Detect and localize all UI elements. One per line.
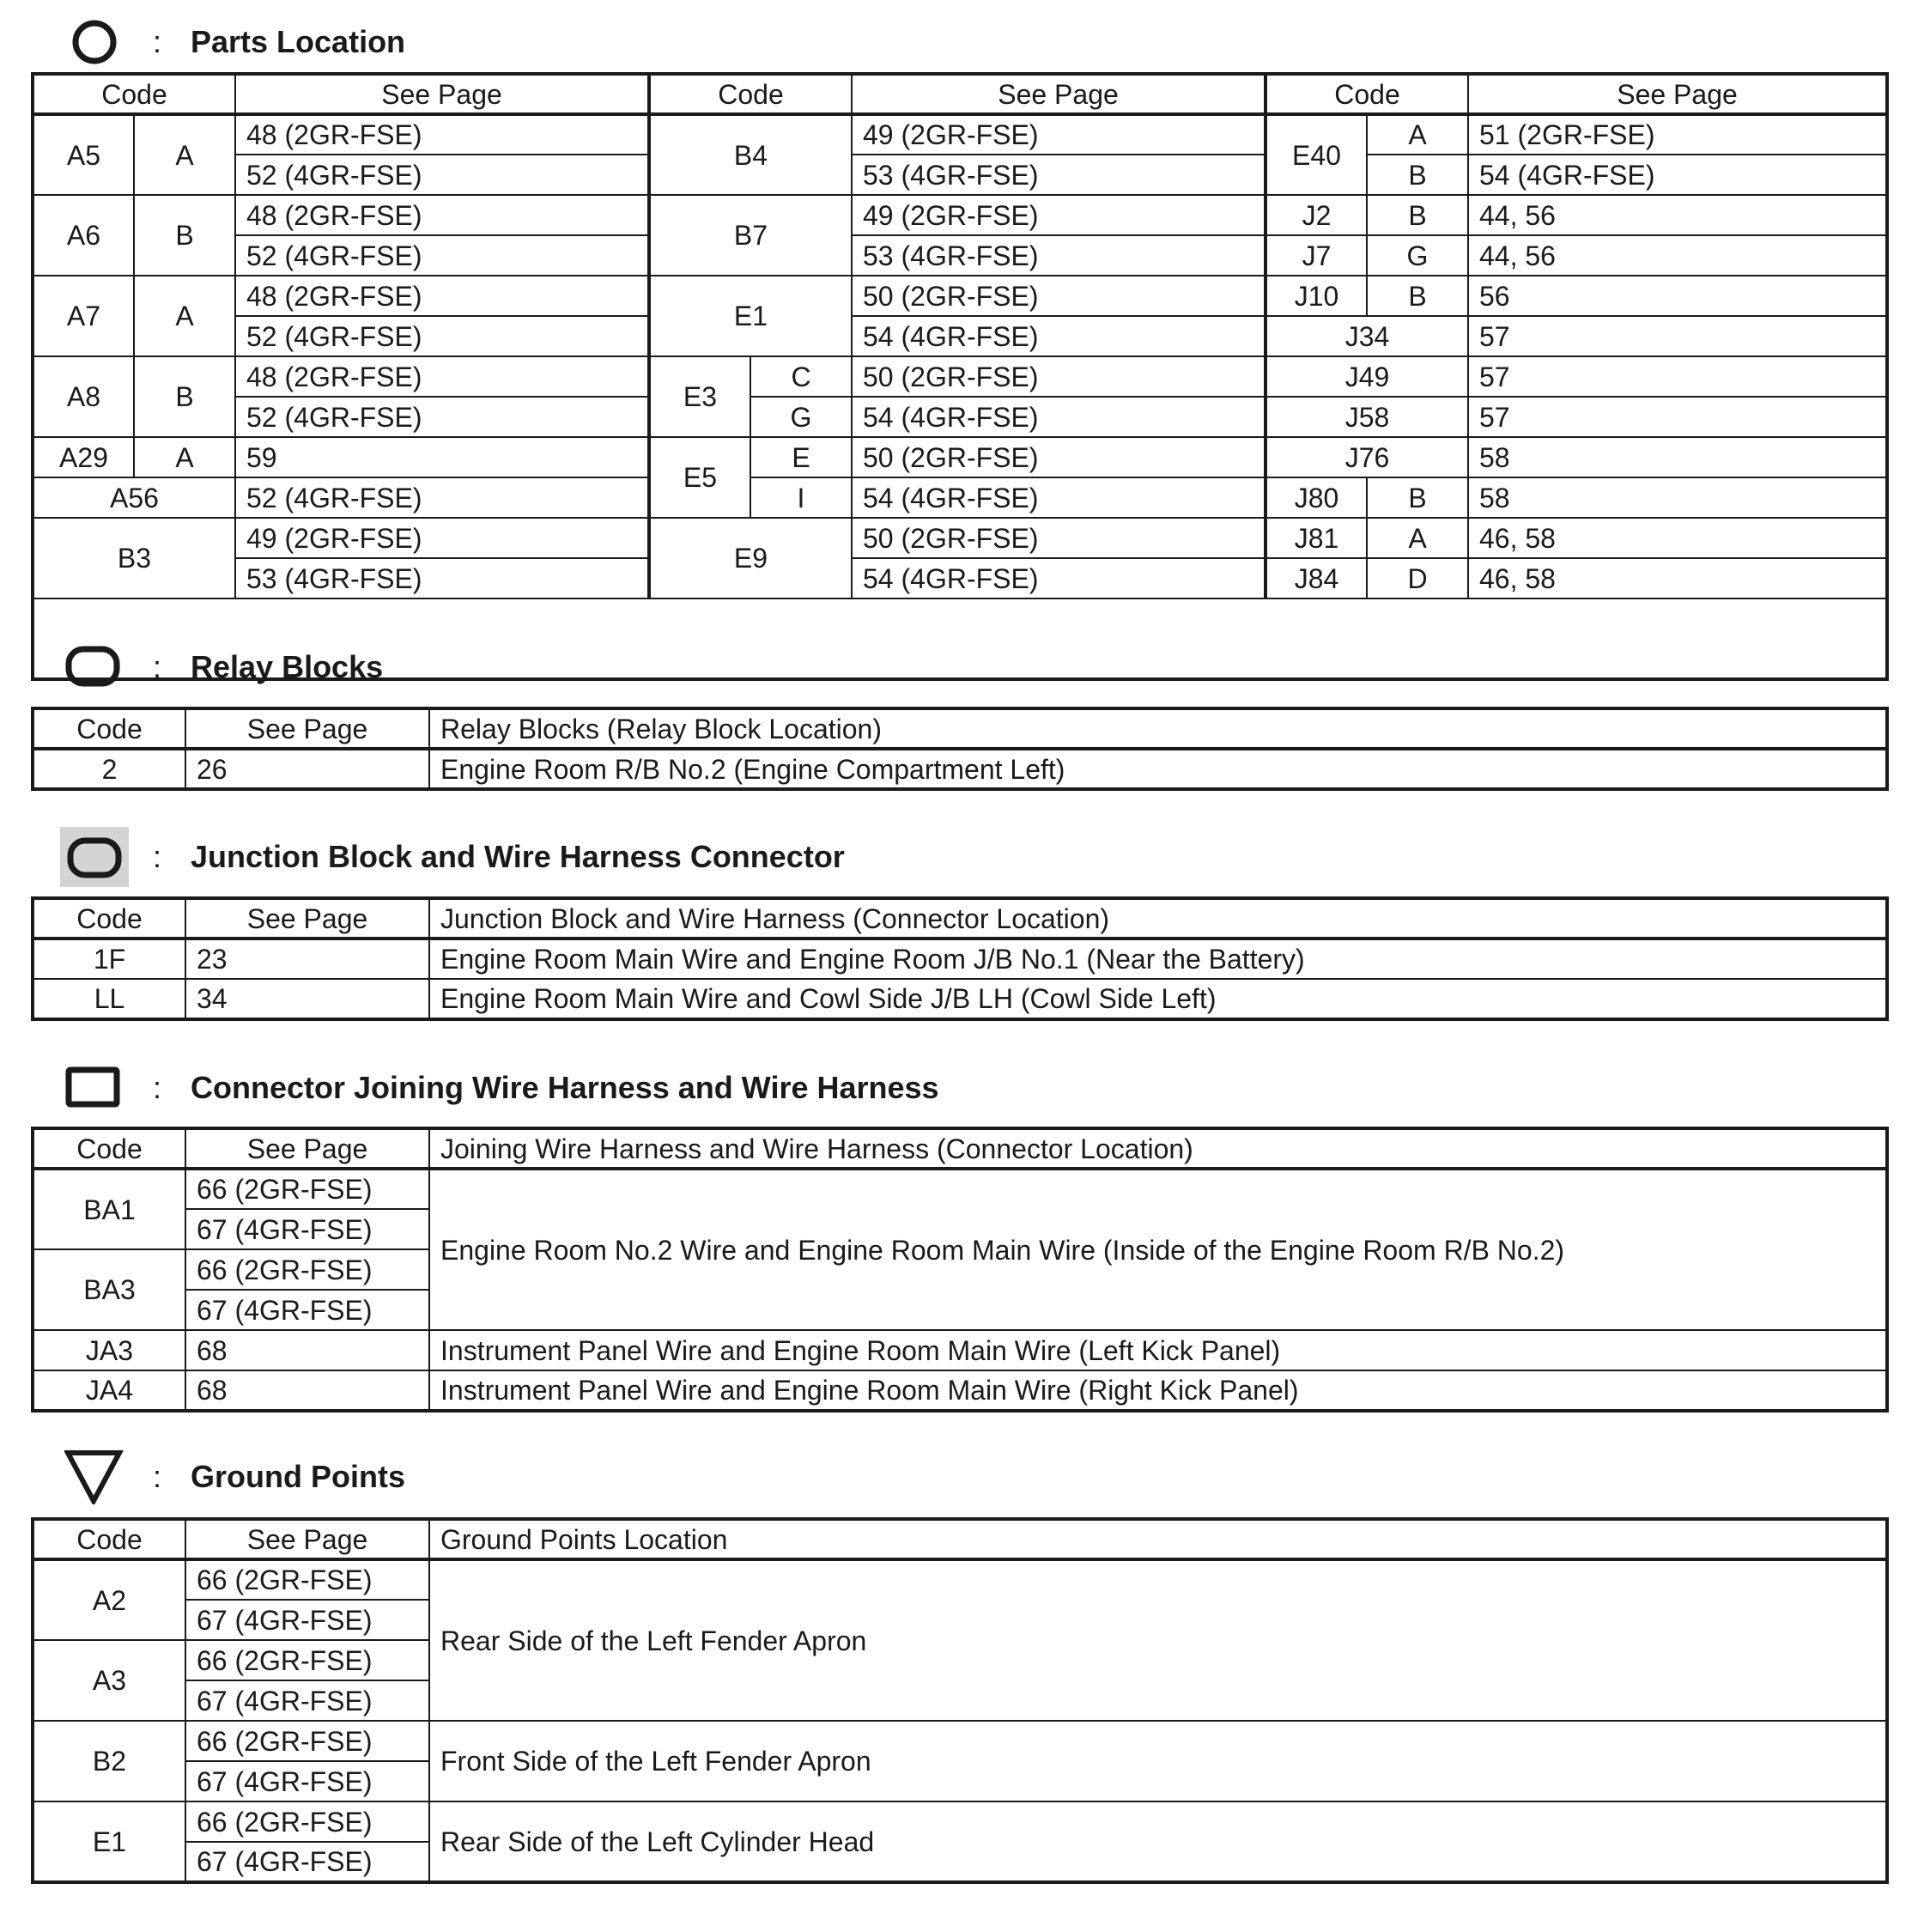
table-row <box>33 276 1887 316</box>
part-page: 52 (4GR-FSE) <box>235 477 649 518</box>
parts-location-table <box>31 72 1889 681</box>
part-sub-code: D <box>1367 558 1468 598</box>
location-cell: Instrument Panel Wire and Engine Room Main Wire (Left Kick Panel) <box>429 1330 1887 1370</box>
relay-blocks-table <box>31 707 1889 791</box>
part-page: 44, 56 <box>1468 195 1887 235</box>
part-page: 54 (4GR-FSE) <box>852 477 1266 518</box>
part-sub-code: I <box>750 477 852 518</box>
part-page: 52 (4GR-FSE) <box>235 235 649 276</box>
location-cell: Front Side of the Left Fender Apron <box>429 1721 1887 1801</box>
section-colon: : <box>153 649 162 684</box>
part-page: 54 (4GR-FSE) <box>1468 155 1887 195</box>
header-code: Code <box>649 74 852 114</box>
code-cell: B2 <box>33 1721 185 1801</box>
section-colon: : <box>153 1070 162 1105</box>
header-row <box>33 898 1887 939</box>
part-code: A29 <box>33 437 134 477</box>
header-code: Code <box>33 708 185 749</box>
page-cell: 67 (4GR-FSE) <box>185 1680 429 1721</box>
table-row <box>33 518 1887 558</box>
header-code: Code <box>33 898 185 939</box>
header-code: Code <box>33 1519 185 1559</box>
code-cell: JA4 <box>33 1370 185 1411</box>
part-code: J10 <box>1266 276 1367 316</box>
table-row <box>33 195 1887 235</box>
part-sub-code: C <box>750 356 852 397</box>
part-page: 48 (2GR-FSE) <box>235 356 649 397</box>
part-page: 59 <box>235 437 649 477</box>
header-see-page: See Page <box>1468 74 1887 114</box>
table-row <box>33 598 1887 639</box>
section-parts-location <box>60 12 405 72</box>
code-cell: BA1 <box>33 1169 185 1249</box>
part-code: B7 <box>649 195 852 276</box>
part-code: E5 <box>649 437 750 518</box>
part-sub-code: B <box>1367 155 1468 195</box>
part-page: 46, 58 <box>1468 558 1887 598</box>
part-page: 56 <box>1468 276 1887 316</box>
part-page: 57 <box>1468 397 1887 437</box>
table-row <box>33 235 1887 276</box>
part-page: 54 (4GR-FSE) <box>852 397 1266 437</box>
header-see-page: See Page <box>852 74 1266 114</box>
part-code: J81 <box>1266 518 1367 558</box>
page-cell: 67 (4GR-FSE) <box>185 1209 429 1249</box>
code-cell: LL <box>33 979 185 1019</box>
header-see-page: See Page <box>185 1519 429 1559</box>
part-code: B4 <box>649 114 852 195</box>
location-cell: Engine Room No.2 Wire and Engine Room Main Wire (Inside of the Engine Room R/B No.2) <box>429 1169 1887 1330</box>
part-page: 57 <box>1468 316 1887 356</box>
table-row <box>33 356 1887 397</box>
header-code: Code <box>33 74 235 114</box>
part-page: 52 (4GR-FSE) <box>235 155 649 195</box>
section-colon: : <box>153 24 162 59</box>
part-page: 46, 58 <box>1468 518 1887 558</box>
part-code: A56 <box>33 477 235 518</box>
ground-points-table <box>31 1517 1889 1884</box>
part-page: 44, 56 <box>1468 235 1887 276</box>
table-row <box>33 316 1887 356</box>
part-page: 50 (2GR-FSE) <box>852 518 1266 558</box>
part-page: 48 (2GR-FSE) <box>235 195 649 235</box>
part-page: 50 (2GR-FSE) <box>852 356 1266 397</box>
part-code: J2 <box>1266 195 1367 235</box>
page-cell: 34 <box>185 979 429 1019</box>
table-row <box>33 979 1887 1019</box>
header-location: Joining Wire Harness and Wire Harness (Connector Location) <box>429 1128 1887 1169</box>
section-connector-joining <box>60 1058 939 1118</box>
part-page: 51 (2GR-FSE) <box>1468 114 1887 155</box>
code-cell: BA3 <box>33 1249 185 1330</box>
square-icon <box>60 1058 129 1118</box>
part-page: 53 (4GR-FSE) <box>852 235 1266 276</box>
part-sub-code: B <box>1367 477 1468 518</box>
part-page: 58 <box>1468 477 1887 518</box>
location-cell: Engine Room R/B No.2 (Engine Compartment Left) <box>429 749 1887 789</box>
part-code: J7 <box>1266 235 1367 276</box>
code-cell: A2 <box>33 1559 185 1640</box>
rounded-rect-icon <box>60 637 129 697</box>
location-cell: Rear Side of the Left Cylinder Head <box>429 1801 1887 1882</box>
header-row <box>33 74 1887 114</box>
table-row <box>33 1330 1887 1370</box>
page-cell: 66 (2GR-FSE) <box>185 1249 429 1290</box>
code-cell: A3 <box>33 1640 185 1721</box>
table-row <box>33 558 1887 598</box>
part-sub-code: A <box>1367 518 1468 558</box>
part-sub-code: A <box>1367 114 1468 155</box>
section-title: Relay Blocks <box>191 649 384 684</box>
part-page: 54 (4GR-FSE) <box>852 316 1266 356</box>
page-cell: 67 (4GR-FSE) <box>185 1290 429 1330</box>
part-code: A6 <box>33 195 134 276</box>
part-code: E1 <box>649 276 852 356</box>
part-code: J84 <box>1266 558 1367 598</box>
page-cell: 67 (4GR-FSE) <box>185 1842 429 1882</box>
part-sub-code: A <box>134 114 235 195</box>
part-page: 50 (2GR-FSE) <box>852 437 1266 477</box>
header-see-page: See Page <box>185 898 429 939</box>
section-relay-blocks <box>60 637 383 697</box>
table-row <box>33 477 1887 518</box>
part-sub-code: E <box>750 437 852 477</box>
part-code: J34 <box>1266 316 1468 356</box>
part-page: 48 (2GR-FSE) <box>235 114 649 155</box>
table-row <box>33 155 1887 195</box>
part-code: J58 <box>1266 397 1468 437</box>
page-cell: 23 <box>185 939 429 979</box>
table-row <box>33 397 1887 437</box>
page-cell: 67 (4GR-FSE) <box>185 1600 429 1640</box>
table-row <box>33 749 1887 789</box>
code-cell: E1 <box>33 1801 185 1882</box>
part-page: 50 (2GR-FSE) <box>852 276 1266 316</box>
part-sub-code: A <box>134 276 235 356</box>
part-code: A8 <box>33 356 134 437</box>
header-row <box>33 1128 1887 1169</box>
part-code: J76 <box>1266 437 1468 477</box>
part-page: 49 (2GR-FSE) <box>235 518 649 558</box>
location-cell: Rear Side of the Left Fender Apron <box>429 1559 1887 1721</box>
header-location: Relay Blocks (Relay Block Location) <box>429 708 1887 749</box>
page-cell: 26 <box>185 749 429 789</box>
part-code: E9 <box>649 518 852 598</box>
part-page: 54 (4GR-FSE) <box>852 558 1266 598</box>
table-row <box>33 1169 1887 1209</box>
page-cell: 66 (2GR-FSE) <box>185 1721 429 1761</box>
header-row <box>33 708 1887 749</box>
part-sub-code: G <box>1367 235 1468 276</box>
section-ground-points <box>60 1447 405 1507</box>
part-page: 52 (4GR-FSE) <box>235 397 649 437</box>
header-code: Code <box>33 1128 185 1169</box>
section-colon: : <box>153 1459 162 1494</box>
location-cell: Engine Room Main Wire and Engine Room J/B No.1 (Near the Battery) <box>429 939 1887 979</box>
part-sub-code: B <box>134 195 235 276</box>
header-see-page: See Page <box>185 708 429 749</box>
code-cell: 1F <box>33 939 185 979</box>
part-page: 49 (2GR-FSE) <box>852 195 1266 235</box>
part-page: 53 (4GR-FSE) <box>852 155 1266 195</box>
part-page: 49 (2GR-FSE) <box>852 114 1266 155</box>
table-row <box>33 437 1887 477</box>
part-page: 53 (4GR-FSE) <box>235 558 649 598</box>
part-sub-code: B <box>1367 195 1468 235</box>
part-page: 48 (2GR-FSE) <box>235 276 649 316</box>
table-row <box>33 114 1887 155</box>
section-junction-block <box>60 827 845 887</box>
header-code: Code <box>1266 74 1468 114</box>
part-page: 57 <box>1468 356 1887 397</box>
table-row <box>33 1721 1887 1761</box>
part-code: A5 <box>33 114 134 195</box>
part-code: E40 <box>1266 114 1367 195</box>
part-code: A7 <box>33 276 134 356</box>
table-row <box>33 1370 1887 1411</box>
connector-joining-table <box>31 1127 1889 1413</box>
location-cell: Engine Room Main Wire and Cowl Side J/B LH (Cowl Side Left) <box>429 979 1887 1019</box>
section-title: Parts Location <box>191 24 406 59</box>
page-cell: 68 <box>185 1370 429 1411</box>
section-colon: : <box>153 839 162 874</box>
table-row <box>33 939 1887 979</box>
page-cell: 66 (2GR-FSE) <box>185 1640 429 1680</box>
circle-icon <box>60 12 129 72</box>
header-location: Junction Block and Wire Harness (Connector Location) <box>429 898 1887 939</box>
section-title: Ground Points <box>191 1459 405 1494</box>
header-location: Ground Points Location <box>429 1519 1887 1559</box>
page-cell: 66 (2GR-FSE) <box>185 1801 429 1842</box>
code-cell: 2 <box>33 749 185 789</box>
header-see-page: See Page <box>185 1128 429 1169</box>
part-sub-code: B <box>134 356 235 437</box>
header-row <box>33 1519 1887 1559</box>
part-code: J49 <box>1266 356 1468 397</box>
part-code: E3 <box>649 356 750 437</box>
part-code: B3 <box>33 518 235 598</box>
shaded-rounded-rect-icon <box>60 827 129 887</box>
triangle-icon <box>60 1447 129 1507</box>
part-code: J80 <box>1266 477 1367 518</box>
table-row <box>33 1559 1887 1600</box>
table-row <box>33 1801 1887 1842</box>
part-page: 58 <box>1468 437 1887 477</box>
location-cell: Instrument Panel Wire and Engine Room Main Wire (Right Kick Panel) <box>429 1370 1887 1411</box>
section-title: Junction Block and Wire Harness Connector <box>191 839 845 874</box>
part-sub-code: A <box>134 437 235 477</box>
page-cell: 66 (2GR-FSE) <box>185 1169 429 1209</box>
junction-block-table <box>31 896 1889 1021</box>
section-title: Connector Joining Wire Harness and Wire Harness <box>191 1070 939 1105</box>
part-sub-code: G <box>750 397 852 437</box>
part-page: 52 (4GR-FSE) <box>235 316 649 356</box>
part-sub-code: B <box>1367 276 1468 316</box>
header-see-page: See Page <box>235 74 649 114</box>
code-cell: JA3 <box>33 1330 185 1370</box>
page-cell: 66 (2GR-FSE) <box>185 1559 429 1600</box>
page-cell: 67 (4GR-FSE) <box>185 1761 429 1801</box>
page-cell: 68 <box>185 1330 429 1370</box>
